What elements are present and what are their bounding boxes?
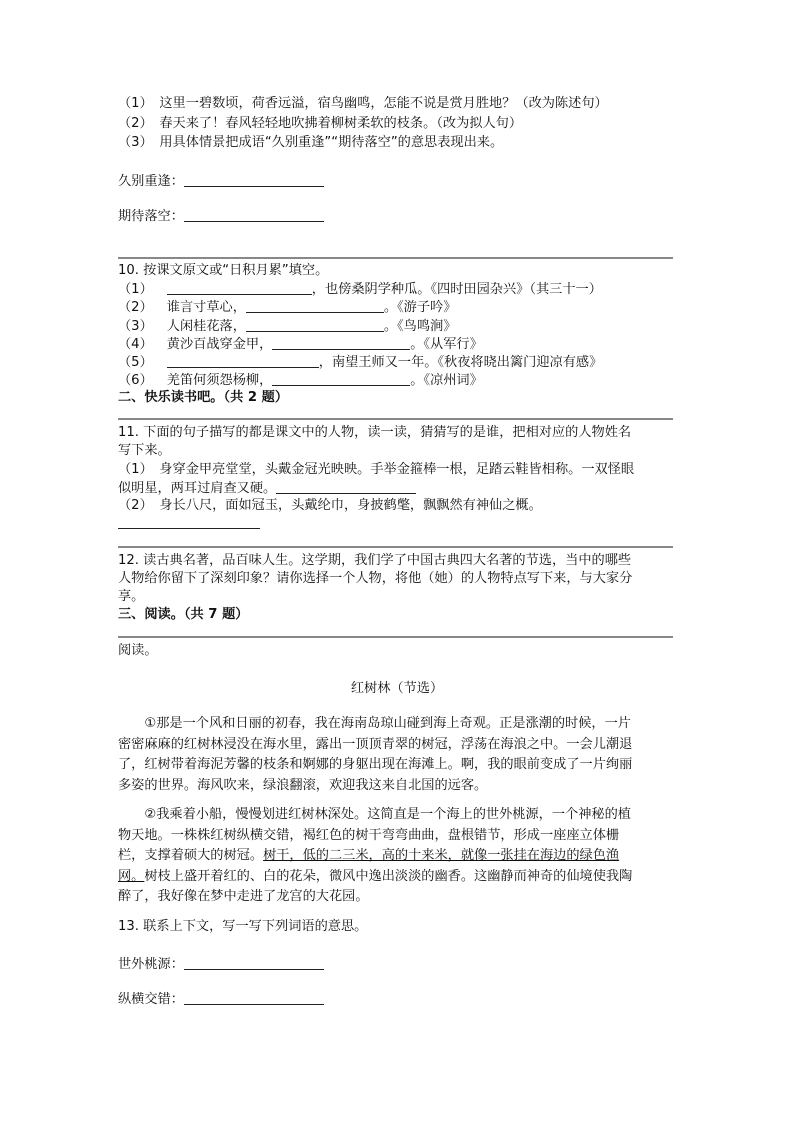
q10-line-2 <box>118 298 456 317</box>
q11-title-line-2: 写下来。 <box>118 443 171 458</box>
q9-label-b: 期待落空： <box>118 209 184 224</box>
passage-paragraph-2 <box>118 805 678 908</box>
q9-answer-blank-b[interactable] <box>184 207 324 222</box>
paragraph-1-line: ①那是一个风和日丽的初春，我在海南岛琼山碰到海上奇观。正是涨潮的时候，一片 <box>118 716 631 731</box>
section-2-heading: 二、快乐读书吧。（共 2 题） <box>118 390 289 405</box>
q10-line-6-post: 。《凉州词》 <box>410 373 483 388</box>
q13-answer-blank-a[interactable] <box>184 955 324 970</box>
q13-label-b: 纵横交错： <box>118 992 184 1007</box>
divider-rule <box>118 636 673 638</box>
paragraph-2-line: 醉了，我好像在梦中走进了龙宫的大花园。 <box>118 889 369 904</box>
q10-line-2-post: 。《游子吟》 <box>383 300 457 315</box>
paragraph-1-line: 密密麻麻的红树林浸没在海水里，露出一顶顶青翠的树冠，浮荡在海浪之中。一会儿潮退 <box>118 736 633 752</box>
q10-line-1-text: ，也傍桑阴学种瓜。《四时田园杂兴》（其三十一） <box>311 282 602 297</box>
q10-blank-3[interactable] <box>246 317 384 332</box>
q10-line-4-number: （4） <box>118 337 153 352</box>
paragraph-2-text: 栏，支撑着硕大的树冠。 <box>118 848 264 863</box>
paragraph-1-line: 了，红树带着海泥芳馨的枝条和婀娜的身躯出现在海滩上。啊，我的眼前变成了一片绚丽 <box>118 757 633 772</box>
q13-answer-blank-b[interactable] <box>184 990 324 1005</box>
q10-line-3 <box>118 317 456 336</box>
q9-item-3: （3） 用具体情景把成语“久别重逢”“期待落空”的意思表现出来。 <box>118 135 504 150</box>
q10-line-3-number: （3） <box>118 319 153 334</box>
divider-rule <box>118 546 673 548</box>
q10-line-2-pre: 谁言寸草心， <box>166 300 246 315</box>
paragraph-2-line: 物天地。一株株红树纵横交错，褐红色的树干弯弯曲曲，盘根错节，形成一座座立体栅 <box>118 827 620 843</box>
q10-line-5-number: （5） <box>118 355 153 370</box>
section-3-heading: 三、阅读。（共 7 题） <box>118 607 249 622</box>
q13-answer-row-a <box>118 955 324 974</box>
q12-line-3: 享。 <box>118 589 145 604</box>
q10-line-6-number: （6） <box>118 373 153 388</box>
q10-line-6 <box>118 371 483 390</box>
q9-label-a: 久别重逢： <box>118 174 184 189</box>
q9-answer-row-a <box>118 172 324 191</box>
q9-item-2: （2） 春天来了！春风轻轻地吹拂着柳树柔软的枝条。（改为拟人句） <box>118 116 522 131</box>
q10-line-4 <box>118 335 483 354</box>
q9-item-1: （1） 这里一碧数顷，荷香远溢，宿鸟幽鸣，怎能不说是赏月胜地？（改为陈述句） <box>118 96 608 111</box>
q11-answer-blank-2[interactable] <box>118 514 260 529</box>
q12-line-1: 12. 读古典名著，品百味人生。这学期，我们学了中国古典四大名著的节选，当中的哪些 <box>118 553 632 568</box>
q13-answer-row-b <box>118 990 324 1009</box>
q11-item-1a: （1） 身穿金甲亮堂堂，头戴金冠光映映。手举金箍棒一根，足踏云鞋皆相称。一双怪眼 <box>118 462 635 477</box>
q11-answer-row-2 <box>118 514 260 533</box>
q11-answer-blank-1[interactable] <box>276 479 416 494</box>
q9-answer-blank-a[interactable] <box>184 172 324 187</box>
q10-blank-5[interactable] <box>167 353 319 368</box>
paragraph-2-line <box>118 867 678 888</box>
q10-line-1-number: （1） <box>118 282 153 297</box>
underlined-sentence-end: 网。 <box>118 868 145 884</box>
q13-label-a: 世外桃源： <box>118 957 184 972</box>
q9-answer-row-b <box>118 207 324 226</box>
q10-line-2-number: （2） <box>118 300 153 315</box>
q10-blank-2[interactable] <box>246 298 384 313</box>
q10-line-3-pre: 人闲桂花落， <box>166 319 246 334</box>
divider-rule <box>118 418 673 420</box>
paragraph-2-text: 树枝上盛开着红的、白的花朵，微风中逸出淡淡的幽香。这幽静而神奇的仙境使我陶 <box>144 868 633 884</box>
q11-title-line-1: 11. 下面的句子描写的都是课文中的人物，读一读，猜猜写的是谁，把相对应的人物姓名 <box>118 425 632 440</box>
q10-line-3-post: 。《鸟鸣涧》 <box>383 319 457 334</box>
q11-item-1b: 似明星，两耳过肩查又硬。 <box>118 481 277 496</box>
paragraph-1-line: 多姿的世界。海风吹来，绿浪翻滚，欢迎我这来自北国的远客。 <box>118 777 488 793</box>
q10-line-1 <box>118 280 602 299</box>
paragraph-2-line: ②我乘着小船，慢慢划进红树林深处。这简直是一个海上的世外桃源，一个神秘的植 <box>118 807 631 822</box>
q10-blank-6[interactable] <box>272 371 410 386</box>
reading-intro: 阅读。 <box>118 643 158 658</box>
passage-title: 红树林（节选） <box>350 681 444 696</box>
q10-blank-1[interactable] <box>167 280 312 295</box>
underlined-sentence: 树干，低的二三米，高的十来米，就像一张挂在海边的绿色渔 <box>263 848 620 863</box>
passage-paragraph-1 <box>118 714 678 796</box>
q12-line-2: 人物给你留下了深刻印象？请你选择一个人物，将他（她）的人物特点写下来，与大家分 <box>118 571 633 586</box>
paragraph-2-line <box>118 846 678 867</box>
q10-line-4-post: 。《从军行》 <box>410 337 483 352</box>
q10-line-6-pre: 羌笛何须怨杨柳， <box>166 373 273 388</box>
q11-item-2: （2） 身长八尺，面如冠玉，头戴纶巾，身披鹤氅，飘飘然有神仙之概。 <box>118 498 542 513</box>
divider-rule <box>118 257 673 259</box>
q10-line-4-pre: 黄沙百战穿金甲， <box>166 337 273 352</box>
q13-title: 13. 联系上下文，写一写下列词语的意思。 <box>118 919 368 934</box>
q10-line-5-text: ，南望王师又一年。《秋夜将晓出篱门迎凉有感》 <box>318 355 603 370</box>
q10-title: 10. 按课文原文或“日积月累”填空。 <box>118 263 329 278</box>
q10-line-5 <box>118 353 602 372</box>
q10-blank-4[interactable] <box>272 335 410 350</box>
q11-item-1b-row <box>118 479 416 498</box>
